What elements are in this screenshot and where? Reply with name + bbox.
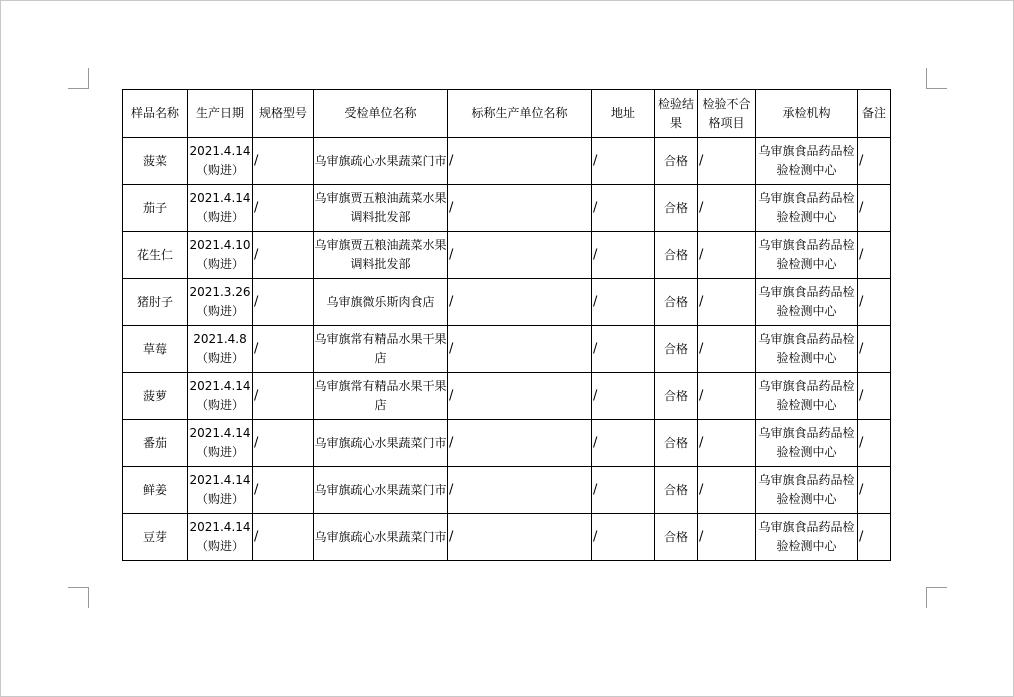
result: 合格 bbox=[655, 326, 698, 373]
failed-items bbox=[698, 467, 756, 514]
empty-slash: / bbox=[449, 200, 454, 216]
address bbox=[592, 373, 655, 420]
manufacturer bbox=[448, 279, 592, 326]
agency: 乌审旗食品药品检验检测中心 bbox=[756, 373, 858, 420]
date-note: （购进） bbox=[195, 492, 244, 506]
remarks bbox=[858, 185, 891, 232]
empty-slash: / bbox=[254, 388, 259, 404]
table-row bbox=[123, 232, 891, 279]
remarks bbox=[858, 420, 891, 467]
empty-slash: / bbox=[859, 482, 864, 498]
spec-model bbox=[253, 279, 314, 326]
empty-slash: / bbox=[254, 341, 259, 357]
empty-slash: / bbox=[593, 482, 598, 498]
inspected-unit bbox=[314, 185, 448, 232]
sample-name: 菠萝 bbox=[123, 373, 188, 420]
empty-slash: / bbox=[699, 153, 704, 169]
production-date bbox=[188, 279, 253, 326]
empty-slash: / bbox=[593, 247, 598, 263]
date-value: 2021.4.14 bbox=[189, 426, 251, 440]
address bbox=[592, 514, 655, 561]
production-date bbox=[188, 373, 253, 420]
empty-slash: / bbox=[254, 153, 259, 169]
table-row bbox=[123, 514, 891, 561]
empty-slash: / bbox=[254, 247, 259, 263]
remarks bbox=[858, 138, 891, 185]
production-date bbox=[188, 185, 253, 232]
margin-mark-bottom-left bbox=[68, 587, 89, 608]
agency: 乌审旗食品药品检验检测中心 bbox=[756, 420, 858, 467]
empty-slash: / bbox=[859, 153, 864, 169]
inspected-unit bbox=[314, 514, 448, 561]
inspected-unit bbox=[314, 467, 448, 514]
header-inspected-unit: 受检单位名称 bbox=[314, 90, 448, 138]
spec-model bbox=[253, 467, 314, 514]
header-manufacturer: 标称生产单位名称 bbox=[448, 90, 592, 138]
agency: 乌审旗食品药品检验检测中心 bbox=[756, 232, 858, 279]
date-note: （购进） bbox=[195, 398, 244, 412]
manufacturer bbox=[448, 185, 592, 232]
empty-slash: / bbox=[859, 529, 864, 545]
header-result: 检验结果 bbox=[655, 90, 698, 138]
date-note: （购进） bbox=[195, 163, 244, 177]
date-note: （购进） bbox=[195, 304, 244, 318]
result: 合格 bbox=[655, 373, 698, 420]
date-note: （购进） bbox=[195, 257, 244, 271]
failed-items bbox=[698, 514, 756, 561]
agency: 乌审旗食品药品检验检测中心 bbox=[756, 467, 858, 514]
empty-slash: / bbox=[699, 247, 704, 263]
remarks bbox=[858, 279, 891, 326]
table-row bbox=[123, 138, 891, 185]
empty-slash: / bbox=[593, 529, 598, 545]
header-spec-model: 规格型号 bbox=[253, 90, 314, 138]
production-date bbox=[188, 326, 253, 373]
agency: 乌审旗食品药品检验检测中心 bbox=[756, 279, 858, 326]
result: 合格 bbox=[655, 279, 698, 326]
empty-slash: / bbox=[449, 153, 454, 169]
failed-items bbox=[698, 373, 756, 420]
unit-name: 乌审旗疏心水果蔬菜门市 bbox=[314, 153, 447, 168]
empty-slash: / bbox=[699, 341, 704, 357]
date-note: （购进） bbox=[195, 445, 244, 459]
empty-slash: / bbox=[254, 435, 259, 451]
empty-slash: / bbox=[593, 341, 598, 357]
empty-slash: / bbox=[449, 482, 454, 498]
spec-model bbox=[253, 326, 314, 373]
date-value: 2021.4.14 bbox=[189, 473, 251, 487]
empty-slash: / bbox=[859, 200, 864, 216]
table-row bbox=[123, 279, 891, 326]
result: 合格 bbox=[655, 467, 698, 514]
failed-items bbox=[698, 232, 756, 279]
empty-slash: / bbox=[593, 435, 598, 451]
table-row bbox=[123, 467, 891, 514]
remarks bbox=[858, 373, 891, 420]
header-remarks: 备注 bbox=[858, 90, 891, 138]
sample-name: 花生仁 bbox=[123, 232, 188, 279]
empty-slash: / bbox=[254, 294, 259, 310]
inspected-unit bbox=[314, 420, 448, 467]
empty-slash: / bbox=[254, 482, 259, 498]
sample-name: 茄子 bbox=[123, 185, 188, 232]
unit-name: 乌审旗常有精品水果干果店 bbox=[314, 379, 447, 412]
empty-slash: / bbox=[449, 341, 454, 357]
date-note: （购进） bbox=[195, 539, 244, 553]
date-value: 2021.4.14 bbox=[189, 191, 251, 205]
date-value: 2021.3.26 bbox=[189, 285, 251, 299]
spec-model bbox=[253, 420, 314, 467]
manufacturer bbox=[448, 138, 592, 185]
unit-name: 乌审旗常有精品水果干果店 bbox=[314, 332, 447, 365]
empty-slash: / bbox=[859, 388, 864, 404]
sample-name: 菠菜 bbox=[123, 138, 188, 185]
address bbox=[592, 185, 655, 232]
address bbox=[592, 326, 655, 373]
table-row bbox=[123, 373, 891, 420]
agency: 乌审旗食品药品检验检测中心 bbox=[756, 326, 858, 373]
empty-slash: / bbox=[699, 529, 704, 545]
inspected-unit bbox=[314, 232, 448, 279]
empty-slash: / bbox=[593, 294, 598, 310]
header-failed-items: 检验不合格项目 bbox=[698, 90, 756, 138]
empty-slash: / bbox=[254, 200, 259, 216]
spec-model bbox=[253, 138, 314, 185]
address bbox=[592, 279, 655, 326]
date-value: 2021.4.14 bbox=[189, 379, 251, 393]
empty-slash: / bbox=[593, 388, 598, 404]
margin-mark-bottom-right bbox=[926, 587, 947, 608]
agency: 乌审旗食品药品检验检测中心 bbox=[756, 138, 858, 185]
unit-name: 乌审旗疏心水果蔬菜门市 bbox=[314, 529, 447, 544]
failed-items bbox=[698, 185, 756, 232]
remarks bbox=[858, 232, 891, 279]
result: 合格 bbox=[655, 185, 698, 232]
agency: 乌审旗食品药品检验检测中心 bbox=[756, 514, 858, 561]
failed-items bbox=[698, 420, 756, 467]
manufacturer bbox=[448, 326, 592, 373]
unit-name: 乌审旗微乐斯肉食店 bbox=[326, 294, 435, 309]
result: 合格 bbox=[655, 514, 698, 561]
empty-slash: / bbox=[449, 247, 454, 263]
address bbox=[592, 420, 655, 467]
unit-name: 乌审旗疏心水果蔬菜门市 bbox=[314, 435, 447, 450]
sample-name: 番茄 bbox=[123, 420, 188, 467]
manufacturer bbox=[448, 420, 592, 467]
result: 合格 bbox=[655, 138, 698, 185]
table-row bbox=[123, 420, 891, 467]
empty-slash: / bbox=[699, 435, 704, 451]
empty-slash: / bbox=[859, 435, 864, 451]
table-header-row bbox=[123, 90, 891, 138]
date-note: （购进） bbox=[195, 351, 244, 365]
empty-slash: / bbox=[699, 482, 704, 498]
empty-slash: / bbox=[593, 153, 598, 169]
remarks bbox=[858, 514, 891, 561]
manufacturer bbox=[448, 232, 592, 279]
unit-name: 乌审旗贾五粮油蔬菜水果调料批发部 bbox=[314, 191, 447, 224]
production-date bbox=[188, 514, 253, 561]
margin-mark-top-left bbox=[68, 68, 89, 89]
manufacturer bbox=[448, 467, 592, 514]
address bbox=[592, 232, 655, 279]
date-value: 2021.4.10 bbox=[189, 238, 251, 252]
empty-slash: / bbox=[699, 294, 704, 310]
sample-name: 猪肘子 bbox=[123, 279, 188, 326]
date-value: 2021.4.14 bbox=[189, 520, 251, 534]
sample-name: 鲜姜 bbox=[123, 467, 188, 514]
remarks bbox=[858, 467, 891, 514]
failed-items bbox=[698, 279, 756, 326]
address bbox=[592, 138, 655, 185]
empty-slash: / bbox=[859, 247, 864, 263]
empty-slash: / bbox=[449, 435, 454, 451]
inspected-unit bbox=[314, 279, 448, 326]
sample-name: 豆芽 bbox=[123, 514, 188, 561]
date-note: （购进） bbox=[195, 210, 244, 224]
address bbox=[592, 467, 655, 514]
production-date bbox=[188, 232, 253, 279]
empty-slash: / bbox=[254, 529, 259, 545]
inspected-unit bbox=[314, 373, 448, 420]
inspected-unit bbox=[314, 326, 448, 373]
margin-mark-top-right bbox=[926, 68, 947, 89]
empty-slash: / bbox=[449, 388, 454, 404]
manufacturer bbox=[448, 373, 592, 420]
empty-slash: / bbox=[449, 529, 454, 545]
sample-name: 草莓 bbox=[123, 326, 188, 373]
unit-name: 乌审旗疏心水果蔬菜门市 bbox=[314, 482, 447, 497]
spec-model bbox=[253, 185, 314, 232]
inspected-unit bbox=[314, 138, 448, 185]
header-agency: 承检机构 bbox=[756, 90, 858, 138]
empty-slash: / bbox=[699, 200, 704, 216]
failed-items bbox=[698, 138, 756, 185]
header-sample-name: 样品名称 bbox=[123, 90, 188, 138]
empty-slash: / bbox=[449, 294, 454, 310]
date-value: 2021.4.8 bbox=[193, 332, 247, 346]
failed-items bbox=[698, 326, 756, 373]
remarks bbox=[858, 326, 891, 373]
agency: 乌审旗食品药品检验检测中心 bbox=[756, 185, 858, 232]
result: 合格 bbox=[655, 420, 698, 467]
production-date bbox=[188, 138, 253, 185]
header-address: 地址 bbox=[592, 90, 655, 138]
unit-name: 乌审旗贾五粮油蔬菜水果调料批发部 bbox=[314, 238, 447, 271]
spec-model bbox=[253, 232, 314, 279]
empty-slash: / bbox=[859, 341, 864, 357]
table-row bbox=[123, 185, 891, 232]
spec-model bbox=[253, 514, 314, 561]
table-row bbox=[123, 326, 891, 373]
header-production-date: 生产日期 bbox=[188, 90, 253, 138]
empty-slash: / bbox=[859, 294, 864, 310]
result: 合格 bbox=[655, 232, 698, 279]
empty-slash: / bbox=[593, 200, 598, 216]
date-value: 2021.4.14 bbox=[189, 144, 251, 158]
spec-model bbox=[253, 373, 314, 420]
inspection-table bbox=[122, 89, 891, 561]
production-date bbox=[188, 467, 253, 514]
manufacturer bbox=[448, 514, 592, 561]
production-date bbox=[188, 420, 253, 467]
empty-slash: / bbox=[699, 388, 704, 404]
